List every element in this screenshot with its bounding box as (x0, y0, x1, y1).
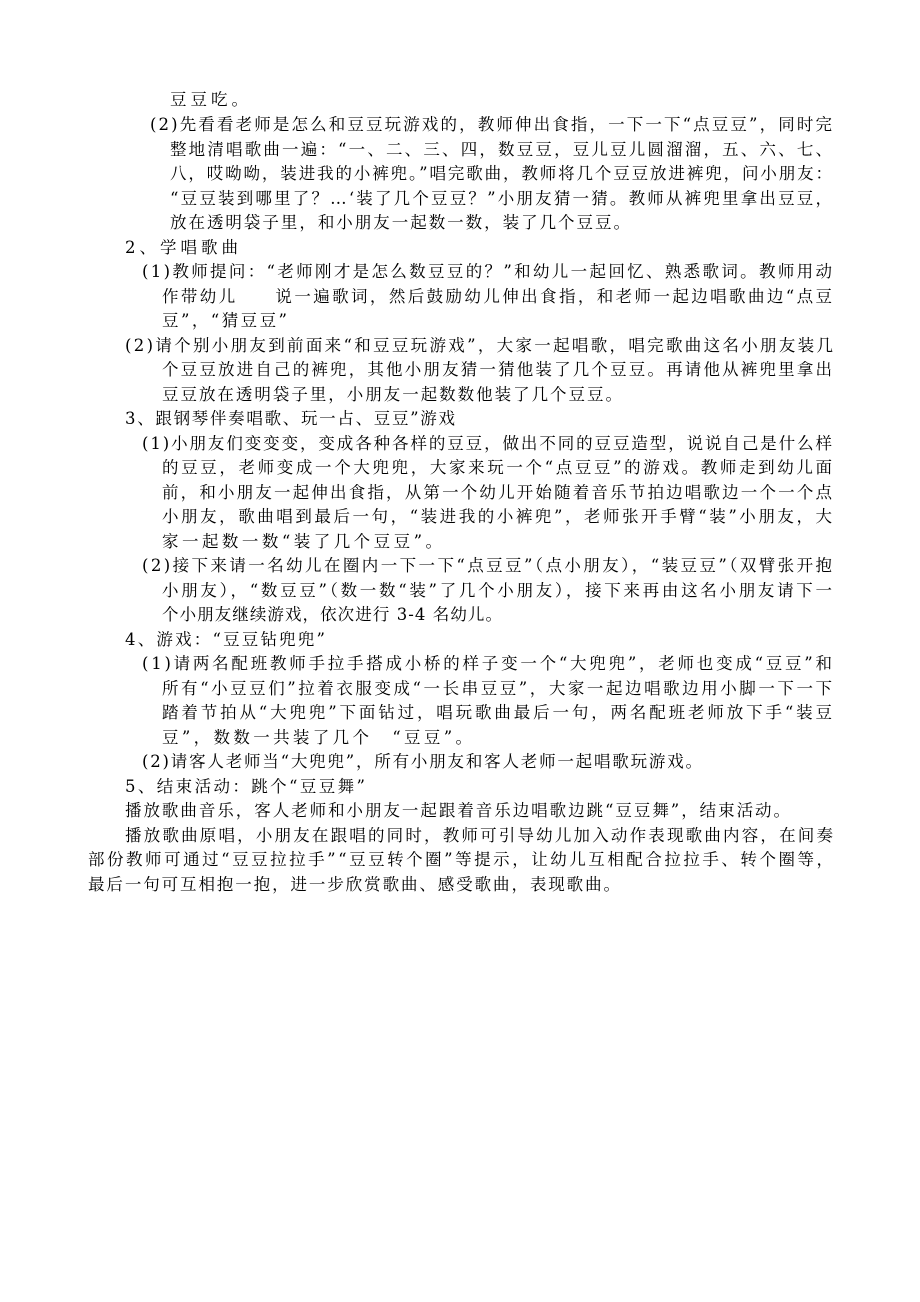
section-heading: 5、结束活动：跳个“豆豆舞” (125, 777, 368, 796)
text-line: 个豆豆放进自己的裤兜，其他小朋友猜一猜他装了几个豆豆。再请他从裤兜里拿出 (162, 360, 835, 379)
text-line: 豆豆吃。 (170, 90, 252, 109)
section-heading: 2、学唱歌曲 (125, 238, 242, 257)
text-line: (2)先看看老师是怎么和豆豆玩游戏的，教师伸出食指，一下一下“点豆豆”，同时完 (150, 115, 835, 134)
text-line: 个小朋友继续游戏，依次进行 3-4 名幼儿。 (162, 605, 504, 624)
paragraph-line: 部份教师可通过“豆豆拉拉手”“豆豆转个圈”等提示，让幼儿互相配合拉拉手、转个圈等， (88, 850, 836, 869)
text-line: (1)小朋友们变变变，变成各种各样的豆豆，做出不同的豆豆造型，说说自己是什么样 (142, 434, 834, 453)
text-line: (1)请两名配班教师手拉手搭成小桥的样子变一个“大兜兜”，老师也变成“豆豆”和 (142, 654, 835, 673)
text-line: 家一起数一数“装了几个豆豆”。 (162, 532, 446, 551)
text-line: 放在透明袋子里，和小朋友一起数一数，装了几个豆豆。 (170, 213, 632, 232)
text-line: 踏着节拍从“大兜兜”下面钻过，唱玩歌曲最后一句，两名配班老师放下手“装豆 (162, 703, 835, 722)
text-line: 豆”，“猜豆豆” (162, 311, 290, 330)
text-line: “豆豆装到哪里了？…‘装了几个豆豆？”小朋友猜一猜。教师从裤兜里拿出豆豆， (170, 189, 835, 208)
section-heading: 3、跟钢琴伴奏唱歌、玩一占、豆豆”游戏 (125, 409, 457, 428)
text-line: 小朋友，歌曲唱到最后一句，“装进我的小裤兜”，老师张开手臂“装”小朋友，大 (162, 507, 835, 526)
paragraph-line: 最后一句可互相抱一抱，进一步欣赏歌曲、感受歌曲，表现歌曲。 (88, 875, 622, 894)
text-line: (2)接下来请一名幼儿在圈内一下一下“点豆豆”（点小朋友），“装豆豆”（双臂张开抱 (142, 556, 835, 575)
text-line: 前，和小朋友一起伸出食指，从第一个幼儿开始随着音乐节拍边唱歌边一个一个点 (162, 483, 835, 502)
text-line: 豆”，数数一共装了几个 “豆豆”。 (162, 728, 476, 747)
text-line: (1)教师提问：“老师刚才是怎么数豆豆的？”和幼儿一起回忆、熟悉歌词。教师用动 (142, 262, 835, 281)
paragraph-line: 播放歌曲音乐，客人老师和小朋友一起跟着音乐边唱歌边跳“豆豆舞”，结束活动。 (125, 801, 792, 820)
paragraph-line: 播放歌曲原唱，小朋友在跟唱的同时，教师可引导幼儿加入动作表现歌曲内容，在间奏 (125, 826, 836, 845)
text-line: 的豆豆，老师变成一个大兜兜，大家来玩一个“点豆豆”的游戏。教师走到幼儿面 (162, 458, 835, 477)
text-line: 所有“小豆豆们”拉着衣服变成“一长串豆豆”，大家一起边唱歌边用小脚一下一下 (162, 679, 835, 698)
text-line: 整地清唱歌曲一遍：“一、二、三、四，数豆豆，豆儿豆儿圆溜溜，五、六、七、 (170, 140, 835, 159)
section-heading: 4、游戏：“豆豆钻兜兜” (125, 630, 328, 649)
text-line: 小朋友），“数豆豆”（数一数“装”了几个小朋友），接下来再由这名小朋友请下一 (162, 581, 835, 600)
text-line: 八，哎呦呦，装进我的小裤兜。”唱完歌曲，教师将几个豆豆放进裤兜，问小朋友： (170, 164, 834, 183)
text-line: (2)请客人老师当“大兜兜”，所有小朋友和客人老师一起唱歌玩游戏。 (142, 752, 704, 771)
text-line: 豆豆放在透明袋子里，小朋友一起数数他装了几个豆豆。 (162, 385, 624, 404)
text-line: (2)请个别小朋友到前面来“和豆豆玩游戏”，大家一起唱歌，唱完歌曲这名小朋友装几 (125, 336, 836, 355)
text-line: 作带幼儿 说一遍歌词，然后鼓励幼儿伸出食指，和老师一起边唱歌曲边“点豆 (162, 287, 835, 306)
